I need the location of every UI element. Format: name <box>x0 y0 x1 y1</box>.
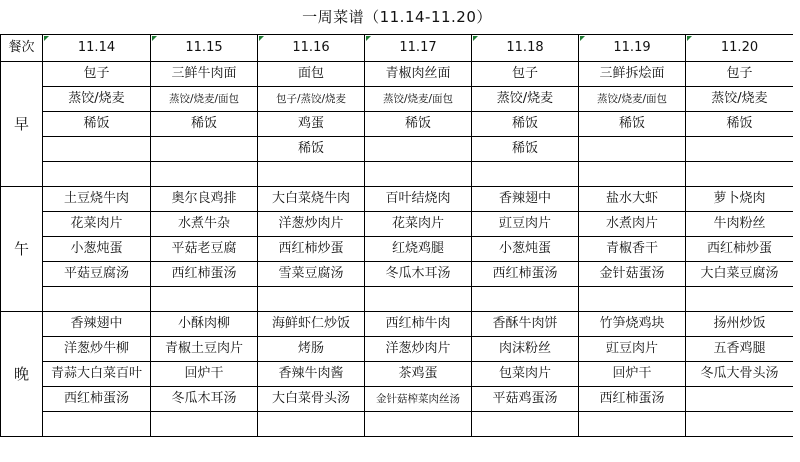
cell-comment-marker <box>580 36 585 41</box>
dish-cell[interactable] <box>258 287 365 312</box>
menu-title: 一周菜谱（11.14-11.20） <box>302 8 492 26</box>
dish-cell[interactable]: 稀饭 <box>686 112 794 137</box>
dish-cell[interactable]: 豇豆肉片 <box>472 212 579 237</box>
dish-cell[interactable]: 回炉干 <box>151 362 258 387</box>
date-label: 11.17 <box>399 40 437 55</box>
date-header-cell[interactable] <box>151 35 258 62</box>
dish-cell[interactable]: 稀饭 <box>472 112 579 137</box>
cell-comment-marker <box>259 36 264 41</box>
dish-cell[interactable] <box>686 287 794 312</box>
dish-cell[interactable]: 西红柿蛋汤 <box>472 262 579 287</box>
dish-cell[interactable]: 扬州炒饭 <box>686 312 794 337</box>
date-header-cell[interactable] <box>43 35 151 62</box>
dish-cell[interactable] <box>686 412 794 437</box>
menu-row <box>1 362 794 387</box>
dish-cell[interactable]: 水煮牛杂 <box>151 212 258 237</box>
dish-cell[interactable]: 包子 <box>472 62 579 87</box>
menu-row <box>1 237 794 262</box>
dish-cell[interactable]: 蒸饺/烧麦 <box>686 87 794 112</box>
dish-cell[interactable]: 大白菜豆腐汤 <box>686 262 794 287</box>
dish-cell[interactable] <box>472 412 579 437</box>
menu-row <box>1 212 794 237</box>
dish-cell[interactable]: 小葱炖蛋 <box>472 237 579 262</box>
dish-cell[interactable]: 竹笋烧鸡块 <box>579 312 686 337</box>
cell-comment-marker <box>44 36 49 41</box>
dish-cell[interactable]: 青椒肉丝面 <box>365 62 472 87</box>
dish-cell[interactable]: 香酥牛肉饼 <box>472 312 579 337</box>
dish-cell[interactable] <box>579 412 686 437</box>
date-label: 11.20 <box>720 40 759 55</box>
dish-cell[interactable] <box>472 287 579 312</box>
dish-cell[interactable]: 烤肠 <box>258 337 365 362</box>
date-header-cell[interactable] <box>365 35 472 62</box>
dish-cell[interactable]: 西红柿蛋汤 <box>151 262 258 287</box>
dish-cell[interactable] <box>579 287 686 312</box>
dish-cell[interactable]: 青蒜大白菜百叶 <box>43 362 151 387</box>
dish-cell[interactable] <box>686 137 794 162</box>
cell-comment-marker <box>152 36 157 41</box>
dish-cell[interactable]: 平菇鸡蛋汤 <box>472 387 579 412</box>
dish-cell[interactable]: 盐水大虾 <box>579 187 686 212</box>
dish-cell[interactable]: 稀饭 <box>258 137 365 162</box>
dish-cell[interactable] <box>258 162 365 187</box>
dish-cell[interactable] <box>365 162 472 187</box>
dish-cell[interactable]: 包子/蒸饺/烧麦 <box>258 87 365 112</box>
cell-comment-marker <box>687 36 692 41</box>
dish-cell[interactable]: 香辣翅中 <box>43 312 151 337</box>
dish-cell[interactable]: 青椒土豆肉片 <box>151 337 258 362</box>
dish-cell[interactable]: 茶鸡蛋 <box>365 362 472 387</box>
menu-row <box>1 312 794 337</box>
menu-row <box>1 412 794 437</box>
cell-comment-marker <box>473 36 478 41</box>
dish-cell[interactable] <box>151 412 258 437</box>
dish-cell[interactable]: 西红柿蛋汤 <box>43 387 151 412</box>
menu-row <box>1 187 794 212</box>
dish-cell[interactable]: 奥尔良鸡排 <box>151 187 258 212</box>
weekly-menu-table <box>0 34 794 437</box>
date-label: 11.19 <box>613 40 651 55</box>
dish-cell[interactable]: 五香鸡腿 <box>686 337 794 362</box>
dish-cell[interactable]: 西红柿牛肉 <box>365 312 472 337</box>
meal-label-cell[interactable]: 晚 <box>1 312 43 437</box>
date-label: 11.15 <box>185 40 223 55</box>
dish-cell[interactable]: 平菇老豆腐 <box>151 237 258 262</box>
dish-cell[interactable]: 冬瓜木耳汤 <box>365 262 472 287</box>
dish-cell[interactable] <box>686 162 794 187</box>
dish-cell[interactable] <box>151 162 258 187</box>
date-label: 11.16 <box>292 40 330 55</box>
dish-cell[interactable]: 金针菇蛋汤 <box>579 262 686 287</box>
date-header-cell[interactable] <box>579 35 686 62</box>
date-label: 11.14 <box>77 40 116 55</box>
dish-cell[interactable]: 稀饭 <box>365 112 472 137</box>
dish-cell[interactable]: 蒸饺/烧麦 <box>472 87 579 112</box>
dish-cell[interactable]: 牛肉粉丝 <box>686 212 794 237</box>
dish-cell[interactable]: 包菜肉片 <box>472 362 579 387</box>
dish-cell[interactable]: 花菜肉片 <box>43 212 151 237</box>
dish-cell[interactable]: 稀饭 <box>43 112 151 137</box>
dish-cell[interactable] <box>43 137 151 162</box>
dish-cell[interactable]: 大白菜烧牛肉 <box>258 187 365 212</box>
dish-cell[interactable]: 稀饭 <box>579 112 686 137</box>
menu-table-body <box>1 35 794 437</box>
menu-row <box>1 387 794 412</box>
dish-cell[interactable]: 红烧鸡腿 <box>365 237 472 262</box>
dish-cell[interactable]: 小葱炖蛋 <box>43 237 151 262</box>
dish-cell[interactable]: 蒸饺/烧麦/面包 <box>151 87 258 112</box>
dish-cell[interactable] <box>686 387 794 412</box>
date-label: 11.18 <box>506 40 544 55</box>
date-header-cell[interactable] <box>686 35 794 62</box>
dish-cell[interactable]: 雪菜豆腐汤 <box>258 262 365 287</box>
dish-cell[interactable] <box>365 412 472 437</box>
dish-cell[interactable] <box>579 162 686 187</box>
dish-cell[interactable]: 青椒香干 <box>579 237 686 262</box>
dish-cell[interactable]: 百叶结烧肉 <box>365 187 472 212</box>
dish-cell[interactable]: 西红柿炒蛋 <box>686 237 794 262</box>
menu-row <box>1 62 794 87</box>
header-row <box>1 35 794 62</box>
dish-cell[interactable]: 蒸饺/烧麦/面包 <box>579 87 686 112</box>
dish-cell[interactable]: 香辣翅中 <box>472 187 579 212</box>
menu-row <box>1 162 794 187</box>
dish-cell[interactable]: 包子 <box>43 62 151 87</box>
dish-cell[interactable] <box>43 412 151 437</box>
dish-cell[interactable]: 大白菜骨头汤 <box>258 387 365 412</box>
dish-cell[interactable]: 平菇豆腐汤 <box>43 262 151 287</box>
dish-cell[interactable] <box>43 162 151 187</box>
dish-cell[interactable]: 洋葱炒肉片 <box>365 337 472 362</box>
dish-cell[interactable]: 海鲜虾仁炒饭 <box>258 312 365 337</box>
dish-cell[interactable]: 土豆烧牛肉 <box>43 187 151 212</box>
dish-cell[interactable]: 蒸饺/烧麦 <box>43 87 151 112</box>
menu-row <box>1 287 794 312</box>
menu-row <box>1 87 794 112</box>
dish-cell[interactable] <box>365 137 472 162</box>
dish-cell[interactable]: 蒸饺/烧麦/面包 <box>365 87 472 112</box>
dish-cell[interactable]: 三鲜拆烩面 <box>579 62 686 87</box>
menu-row <box>1 262 794 287</box>
dish-cell[interactable]: 西红柿蛋汤 <box>579 387 686 412</box>
dish-cell[interactable] <box>365 287 472 312</box>
dish-cell[interactable]: 肉沫粉丝 <box>472 337 579 362</box>
dish-cell[interactable]: 金针菇榨菜肉丝汤 <box>365 387 472 412</box>
meal-label-cell[interactable]: 早 <box>1 62 43 187</box>
dish-cell[interactable] <box>472 162 579 187</box>
dish-cell[interactable]: 冬瓜大骨头汤 <box>686 362 794 387</box>
meal-column-header[interactable]: 餐次 <box>1 35 43 62</box>
dish-cell[interactable]: 萝卜烧肉 <box>686 187 794 212</box>
dish-cell[interactable]: 小酥肉柳 <box>151 312 258 337</box>
dish-cell[interactable]: 香辣牛肉酱 <box>258 362 365 387</box>
menu-row <box>1 137 794 162</box>
dish-cell[interactable]: 冬瓜木耳汤 <box>151 387 258 412</box>
dish-cell[interactable] <box>151 137 258 162</box>
dish-cell[interactable]: 洋葱炒牛柳 <box>43 337 151 362</box>
dish-cell[interactable]: 回炉干 <box>579 362 686 387</box>
dish-cell[interactable] <box>579 137 686 162</box>
dish-cell[interactable]: 西红柿炒蛋 <box>258 237 365 262</box>
dish-cell[interactable]: 洋葱炒肉片 <box>258 212 365 237</box>
date-header-cell[interactable] <box>472 35 579 62</box>
dish-cell[interactable] <box>43 287 151 312</box>
dish-cell[interactable]: 花菜肉片 <box>365 212 472 237</box>
sheet-margin <box>793 0 800 462</box>
dish-cell[interactable]: 鸡蛋 <box>258 112 365 137</box>
cell-comment-marker <box>366 36 371 41</box>
menu-row <box>1 112 794 137</box>
dish-cell[interactable]: 稀饭 <box>472 137 579 162</box>
date-header-cell[interactable] <box>258 35 365 62</box>
menu-row <box>1 337 794 362</box>
dish-cell[interactable]: 包子 <box>686 62 794 87</box>
dish-cell[interactable]: 稀饭 <box>151 112 258 137</box>
dish-cell[interactable]: 水煮肉片 <box>579 212 686 237</box>
dish-cell[interactable]: 面包 <box>258 62 365 87</box>
meal-label-cell[interactable]: 午 <box>1 187 43 312</box>
dish-cell[interactable]: 豇豆肉片 <box>579 337 686 362</box>
dish-cell[interactable]: 三鲜牛肉面 <box>151 62 258 87</box>
dish-cell[interactable] <box>258 412 365 437</box>
dish-cell[interactable] <box>151 287 258 312</box>
